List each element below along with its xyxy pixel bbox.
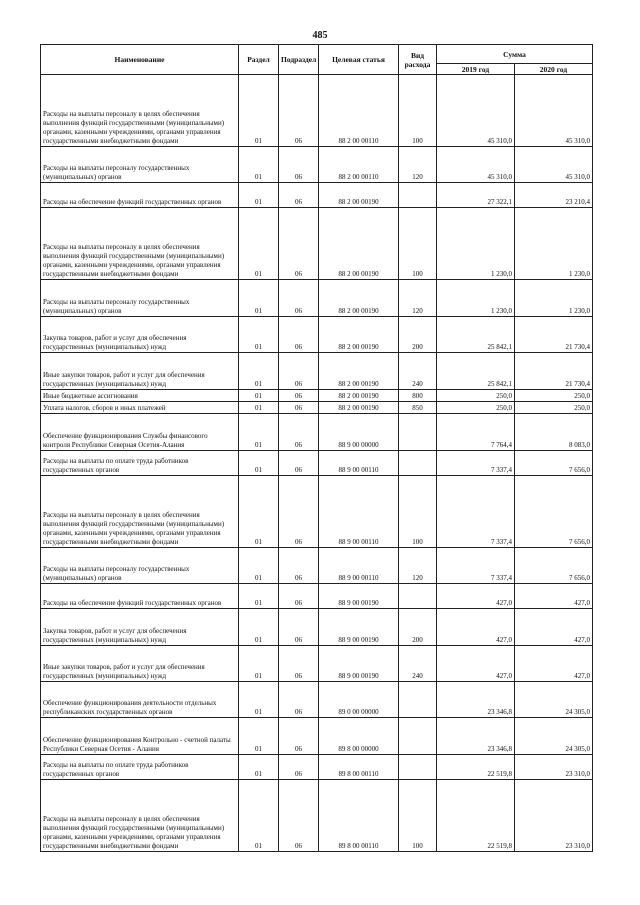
row-target: 88 2 00 00110 — [319, 75, 399, 147]
row-expense-type — [399, 451, 437, 476]
row-target: 89 8 00 00000 — [319, 718, 399, 755]
row-target: 88 2 00 00110 — [319, 147, 399, 183]
row-subsection: 06 — [279, 208, 319, 280]
row-sum-2020: 250,0 — [515, 402, 593, 414]
header-sum: Сумма — [437, 45, 593, 64]
table-row — [41, 353, 593, 390]
row-subsection: 06 — [279, 451, 319, 476]
row-expense-type: 100 — [399, 476, 437, 548]
row-expense-type: 120 — [399, 548, 437, 584]
row-section: 01 — [239, 280, 279, 317]
row-section: 01 — [239, 402, 279, 414]
row-target: 88 2 00 00190 — [319, 390, 399, 402]
row-expense-type: 100 — [399, 780, 437, 852]
row-subsection: 06 — [279, 609, 319, 646]
table-row — [41, 548, 593, 584]
row-name: Обеспечение функционирования Службы финансового контроля Республики Северная Осетия-Алания — [41, 414, 239, 451]
row-sum-2019: 7 337,4 — [437, 548, 515, 584]
row-sum-2019: 27 322,1 — [437, 183, 515, 208]
row-target: 88 9 00 00110 — [319, 476, 399, 548]
row-sum-2019: 23 346,8 — [437, 718, 515, 755]
row-name: Иные закупки товаров, работ и услуг для обеспечения государственных (муниципальных) нужд — [41, 353, 239, 390]
table-row — [41, 476, 593, 548]
table-row — [41, 609, 593, 646]
row-sum-2020: 23 310,0 — [515, 780, 593, 852]
row-target: 89 8 00 00110 — [319, 780, 399, 852]
row-name: Расходы на обеспечение функций государственных органов — [41, 584, 239, 609]
row-subsection: 06 — [279, 755, 319, 780]
row-sum-2019: 22 519,8 — [437, 780, 515, 852]
table-row — [41, 402, 593, 414]
row-section: 01 — [239, 780, 279, 852]
row-sum-2020: 21 730,4 — [515, 317, 593, 353]
row-sum-2020: 23 310,0 — [515, 755, 593, 780]
row-name: Расходы на выплаты персоналу в целях обеспечения выполнения функций государственными (муниципальными) органами, казенными учреждениями, органами управления государственными внебюджетными фондами — [41, 476, 239, 548]
header-row — [41, 45, 593, 64]
row-target: 89 8 00 00110 — [319, 755, 399, 780]
row-sum-2019: 45 310,0 — [437, 147, 515, 183]
row-sum-2019: 250,0 — [437, 390, 515, 402]
row-sum-2019: 7 764,4 — [437, 414, 515, 451]
row-name: Расходы на выплаты по оплате труда работников государственных органов — [41, 755, 239, 780]
table-row — [41, 718, 593, 755]
row-subsection: 06 — [279, 147, 319, 183]
row-expense-type: 120 — [399, 280, 437, 317]
row-target: 88 2 00 00190 — [319, 280, 399, 317]
row-expense-type: 850 — [399, 402, 437, 414]
header-year-2019: 2019 год — [437, 64, 515, 75]
row-target: 89 0 00 00000 — [319, 682, 399, 718]
row-section: 01 — [239, 75, 279, 147]
row-sum-2020: 1 230,0 — [515, 208, 593, 280]
row-target: 88 9 00 00190 — [319, 584, 399, 609]
row-sum-2019: 22 519,8 — [437, 755, 515, 780]
row-section: 01 — [239, 718, 279, 755]
table-body — [41, 75, 593, 852]
row-subsection: 06 — [279, 414, 319, 451]
row-name: Закупка товаров, работ и услуг для обеспечения государственных (муниципальных) нужд — [41, 609, 239, 646]
row-expense-type — [399, 584, 437, 609]
row-sum-2020: 7 656,0 — [515, 451, 593, 476]
row-name: Расходы на выплаты персоналу в целях обеспечения выполнения функций государственными (муниципальными) органами, казенными учреждениями, органами управления государственными внебюджетными фондами — [41, 780, 239, 852]
table-row — [41, 147, 593, 183]
row-section: 01 — [239, 609, 279, 646]
row-sum-2019: 7 337,4 — [437, 476, 515, 548]
table-row — [41, 280, 593, 317]
row-expense-type: 100 — [399, 208, 437, 280]
row-name: Обеспечение функционирования деятельности отдельных республиканских государственных органов — [41, 682, 239, 718]
row-sum-2020: 24 305,0 — [515, 682, 593, 718]
row-expense-type — [399, 755, 437, 780]
row-target: 88 2 00 00190 — [319, 208, 399, 280]
table-row — [41, 682, 593, 718]
row-name: Расходы на выплаты по оплате труда работников государственных органов — [41, 451, 239, 476]
row-section: 01 — [239, 317, 279, 353]
row-subsection: 06 — [279, 584, 319, 609]
row-expense-type: 100 — [399, 75, 437, 147]
row-section: 01 — [239, 646, 279, 682]
row-name: Расходы на выплаты персоналу в целях обеспечения выполнения функций государственными (муниципальными) органами, казенными учреждениями, органами управления государственными внебюджетными фондами — [41, 75, 239, 147]
row-section: 01 — [239, 183, 279, 208]
row-section: 01 — [239, 353, 279, 390]
row-target: 88 9 00 00110 — [319, 451, 399, 476]
row-sum-2019: 427,0 — [437, 584, 515, 609]
row-name: Иные закупки товаров, работ и услуг для обеспечения государственных (муниципальных) нужд — [41, 646, 239, 682]
row-expense-type: 800 — [399, 390, 437, 402]
row-section: 01 — [239, 584, 279, 609]
row-target: 88 9 00 00110 — [319, 548, 399, 584]
row-sum-2020: 7 656,0 — [515, 548, 593, 584]
row-expense-type — [399, 414, 437, 451]
row-target: 88 2 00 00190 — [319, 183, 399, 208]
row-target: 88 2 00 00190 — [319, 317, 399, 353]
row-subsection: 06 — [279, 548, 319, 584]
row-target: 88 9 00 00190 — [319, 646, 399, 682]
table-row — [41, 780, 593, 852]
row-sum-2019: 1 230,0 — [437, 280, 515, 317]
row-sum-2020: 24 305,0 — [515, 718, 593, 755]
header-expense-type: Вид расхода — [399, 45, 437, 75]
table-row — [41, 755, 593, 780]
row-target: 88 2 00 00190 — [319, 353, 399, 390]
row-section: 01 — [239, 755, 279, 780]
row-name: Закупка товаров, работ и услуг для обеспечения государственных (муниципальных) нужд — [41, 317, 239, 353]
row-sum-2019: 25 842,1 — [437, 317, 515, 353]
table-row — [41, 317, 593, 353]
row-name: Уплата налогов, сборов и иных платежей — [41, 402, 239, 414]
row-name: Расходы на выплаты персоналу в целях обеспечения выполнения функций государственными (муниципальными) органами, казенными учреждениями, органами управления государственными внебюджетными фондами — [41, 208, 239, 280]
row-sum-2020: 1 230,0 — [515, 280, 593, 317]
row-sum-2020: 8 083,0 — [515, 414, 593, 451]
table-row — [41, 390, 593, 402]
row-name: Обеспечение функционирования Контрольно - счетной палаты Республики Северная Осетия - Алания — [41, 718, 239, 755]
row-subsection: 06 — [279, 353, 319, 390]
row-subsection: 06 — [279, 476, 319, 548]
row-section: 01 — [239, 147, 279, 183]
row-section: 01 — [239, 208, 279, 280]
row-target: 88 9 00 00000 — [319, 414, 399, 451]
row-sum-2020: 427,0 — [515, 646, 593, 682]
row-name: Расходы на выплаты персоналу государственных (муниципальных) органов — [41, 548, 239, 584]
row-section: 01 — [239, 451, 279, 476]
row-subsection: 06 — [279, 317, 319, 353]
row-sum-2020: 45 310,0 — [515, 147, 593, 183]
header-section: Раздел — [239, 45, 279, 75]
row-subsection: 06 — [279, 75, 319, 147]
row-expense-type: 200 — [399, 609, 437, 646]
row-sum-2019: 427,0 — [437, 609, 515, 646]
row-expense-type: 120 — [399, 147, 437, 183]
row-expense-type: 200 — [399, 317, 437, 353]
row-section: 01 — [239, 682, 279, 718]
row-subsection: 06 — [279, 780, 319, 852]
header-subsection: Подраздел — [279, 45, 319, 75]
row-sum-2019: 427,0 — [437, 646, 515, 682]
table-row — [41, 183, 593, 208]
table-row — [41, 584, 593, 609]
header-target: Целевая статья — [319, 45, 399, 75]
header-name: Наименование — [41, 45, 239, 75]
row-section: 01 — [239, 390, 279, 402]
row-sum-2020: 427,0 — [515, 609, 593, 646]
row-name: Расходы на обеспечение функций государственных органов — [41, 183, 239, 208]
row-sum-2019: 7 337,4 — [437, 451, 515, 476]
row-sum-2019: 250,0 — [437, 402, 515, 414]
row-target: 88 9 00 00190 — [319, 609, 399, 646]
row-section: 01 — [239, 548, 279, 584]
row-expense-type — [399, 682, 437, 718]
row-section: 01 — [239, 476, 279, 548]
row-sum-2020: 21 730,4 — [515, 353, 593, 390]
row-subsection: 06 — [279, 280, 319, 317]
row-name: Расходы на выплаты персоналу государственных (муниципальных) органов — [41, 147, 239, 183]
row-expense-type — [399, 718, 437, 755]
row-expense-type: 240 — [399, 646, 437, 682]
row-subsection: 06 — [279, 183, 319, 208]
row-sum-2019: 45 310,0 — [437, 75, 515, 147]
row-subsection: 06 — [279, 402, 319, 414]
row-sum-2020: 427,0 — [515, 584, 593, 609]
row-subsection: 06 — [279, 390, 319, 402]
row-subsection: 06 — [279, 718, 319, 755]
budget-table — [40, 44, 593, 852]
table-row — [41, 75, 593, 147]
row-sum-2019: 23 346,8 — [437, 682, 515, 718]
header-year-2020: 2020 год — [515, 64, 593, 75]
row-name: Расходы на выплаты персоналу государственных (муниципальных) органов — [41, 280, 239, 317]
row-section: 01 — [239, 414, 279, 451]
row-sum-2019: 25 842,1 — [437, 353, 515, 390]
table-row — [41, 646, 593, 682]
page-number: 485 — [312, 30, 328, 41]
row-sum-2020: 250,0 — [515, 390, 593, 402]
table-row — [41, 451, 593, 476]
row-subsection: 06 — [279, 682, 319, 718]
row-subsection: 06 — [279, 646, 319, 682]
table-row — [41, 208, 593, 280]
row-name: Иные бюджетные ассигнования — [41, 390, 239, 402]
row-sum-2020: 7 656,0 — [515, 476, 593, 548]
row-expense-type: 240 — [399, 353, 437, 390]
row-sum-2020: 45 310,0 — [515, 75, 593, 147]
row-sum-2019: 1 230,0 — [437, 208, 515, 280]
row-target: 88 2 00 00190 — [319, 402, 399, 414]
table-row — [41, 414, 593, 451]
row-sum-2020: 23 210,4 — [515, 183, 593, 208]
row-expense-type — [399, 183, 437, 208]
